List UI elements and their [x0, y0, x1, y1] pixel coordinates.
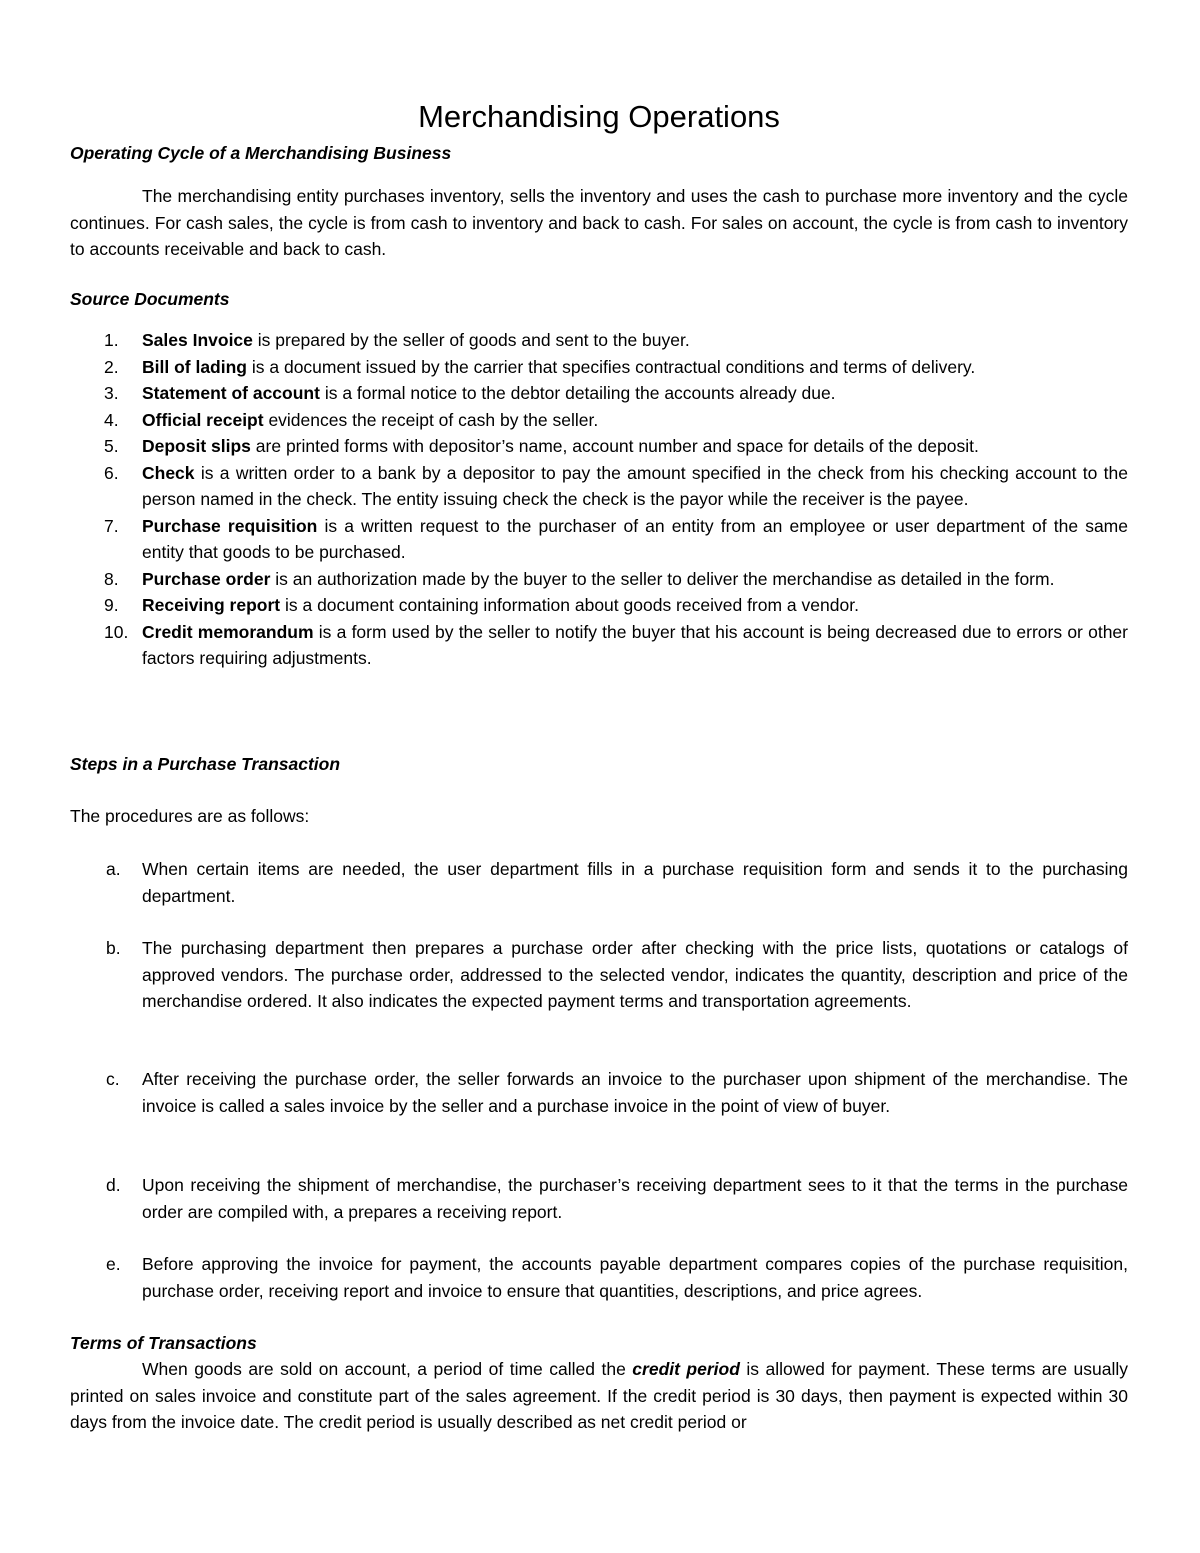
- heading-operating-cycle: Operating Cycle of a Merchandising Business: [70, 143, 452, 163]
- page-title: Merchandising Operations: [418, 98, 780, 134]
- list-number: 7.: [104, 515, 119, 536]
- definition: is a form used by the seller to notify the buyer that his account is being decreased due to errors or other factors requiring adjustments.: [142, 621, 1128, 668]
- step-item-a: [70, 856, 1128, 909]
- term: Sales Invoice: [142, 330, 253, 350]
- step-letter: b.: [106, 938, 121, 958]
- terms-text-before: When goods are sold on account, a period of time called the: [142, 1359, 633, 1379]
- list-item: [70, 407, 1128, 434]
- term: Statement of account: [142, 383, 320, 403]
- term: Purchase requisition: [142, 515, 318, 536]
- step-letter: e.: [106, 1254, 121, 1274]
- term: Credit memorandum: [142, 621, 314, 642]
- step-item-b: [70, 935, 1128, 1015]
- step-item-d: [70, 1172, 1128, 1225]
- list-item: [70, 460, 1128, 513]
- definition: is prepared by the seller of goods and sent to the buyer.: [252, 330, 690, 350]
- terms-text-after: is allowed for payment. These terms are usually printed on sales invoice and constitute part of the sales agreement. If the credit period is 30 days, then payment is expected within 30 days from the invoice date. The credit period is usually described as net credit period or: [70, 1359, 1129, 1432]
- list-number: 3.: [104, 383, 119, 403]
- terms-emphasis: credit period: [632, 1359, 740, 1379]
- definition: is a written request to the purchaser of an entity from an employee or user department of the same entity that goods to be purchased.: [142, 515, 1128, 562]
- term: Purchase order: [142, 568, 271, 589]
- list-item: [70, 327, 1128, 354]
- list-item: [70, 354, 1128, 381]
- term: Check: [142, 462, 195, 483]
- step-text: When certain items are needed, the user department fills in a purchase requisition form and sends it to the purchasing department.: [142, 859, 1128, 906]
- list-number: 9.: [104, 595, 119, 615]
- definition: is a formal notice to the debtor detailing the accounts already due.: [319, 383, 836, 403]
- step-letter: d.: [106, 1175, 121, 1195]
- paragraph-terms: [70, 1356, 1128, 1436]
- definition: is a document issued by the carrier that specifies contractual conditions and terms of delivery.: [247, 356, 976, 377]
- list-item: [70, 592, 1128, 619]
- step-text: The purchasing department then prepares a purchase order after checking with the price lists, quotations or catalogs of approved vendors. The purchase order, addressed to the selected vendor, indicates the quantity, description and price of the merchandise ordered. It also indicates the expected payment terms and transportation agreements.: [142, 938, 1128, 1011]
- list-number: 4.: [104, 409, 119, 430]
- paragraph-procedures-intro: The procedures are as follows:: [70, 806, 310, 826]
- term: Deposit slips: [142, 436, 251, 456]
- list-item: [70, 619, 1128, 672]
- step-item-c: [70, 1066, 1128, 1119]
- step-text: Upon receiving the shipment of merchandise, the purchaser’s receiving department sees to it that the terms in the purchase order are compiled with, a prepares a receiving report.: [142, 1175, 1128, 1222]
- definition: is a written order to a bank by a depositor to pay the amount specified in the check from his checking account to the person named in the check. The entity issuing check the check is the payor while the receiver is the payee.: [142, 462, 1128, 509]
- step-letter: a.: [106, 859, 121, 879]
- list-number: 10.: [104, 621, 129, 642]
- source-documents-list: [70, 327, 1128, 672]
- paragraph-operating-cycle: The merchandising entity purchases inventory, sells the inventory and uses the cash to purchase more inventory and the cycle continues. For cash sales, the cycle is from cash to inventory and back to cash. For sales on account, the cycle is from cash to inventory to accounts receivable and back to cash.: [70, 186, 1128, 259]
- heading-source-documents: Source Documents: [70, 289, 230, 309]
- step-letter: c.: [106, 1069, 120, 1089]
- term: Bill of lading: [142, 356, 247, 377]
- definition: evidences the receipt of cash by the seller.: [263, 409, 599, 430]
- step-item-e: [70, 1251, 1128, 1304]
- definition: is an authorization made by the buyer to the seller to deliver the merchandise as detailed in the form.: [270, 568, 1055, 589]
- step-text: After receiving the purchase order, the seller forwards an invoice to the purchaser upon shipment of the merchandise. The invoice is called a sales invoice by the seller and a purchase invoice in the point of view of buyer.: [142, 1069, 1128, 1116]
- heading-purchase-steps: Steps in a Purchase Transaction: [70, 754, 341, 774]
- step-text: Before approving the invoice for payment, the accounts payable department compares copies of the purchase requisition, purchase order, receiving report and invoice to ensure that quantities, descriptions, and price agrees.: [142, 1254, 1128, 1301]
- list-number: 5.: [104, 436, 119, 456]
- list-number: 6.: [104, 462, 119, 483]
- list-number: 2.: [104, 356, 119, 377]
- heading-terms-of-transactions: Terms of Transactions: [70, 1333, 257, 1353]
- list-item: [70, 566, 1128, 593]
- list-item: [70, 433, 1128, 460]
- list-number: 1.: [104, 330, 119, 350]
- list-item: [70, 513, 1128, 566]
- definition: is a document containing information about goods received from a vendor.: [280, 595, 859, 615]
- list-item: [70, 380, 1128, 407]
- definition: are printed forms with depositor’s name, account number and space for details of the deposit.: [250, 436, 979, 456]
- list-number: 8.: [104, 568, 119, 589]
- term: Official receipt: [142, 409, 264, 430]
- term: Receiving report: [142, 595, 281, 615]
